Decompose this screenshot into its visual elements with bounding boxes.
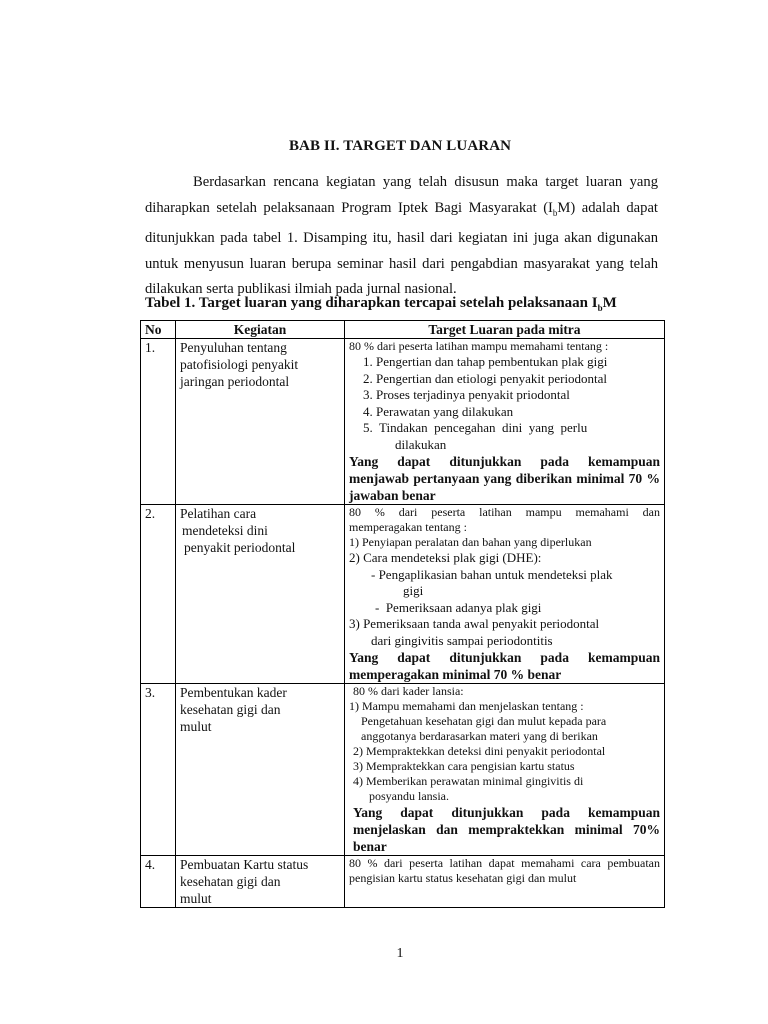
row-target [345,339,665,505]
row-kegiatan [176,339,345,505]
row-number: 4. [141,856,176,908]
target-item: dilakukan [395,436,447,452]
target-intro: 80 % dari peserta latihan mampu memahami dan memperagakan tentang : [349,505,660,534]
target-result: Yang dapat ditunjukkan pada kemampuan menjelaskan dan mempraktekkan minimal 70% benar [353,805,660,854]
table-header-row [141,321,665,339]
row-number: 1. [141,339,176,505]
target-item: dari gingivitis sampai periodontitis [371,632,553,648]
row-kegiatan [176,856,345,908]
kegiatan-line: Pelatihan cara [180,506,257,521]
target-item: 5. Tindakan pencegahan dini yang perlu [363,420,588,435]
target-item: 1) Penyiapan peralatan dan bahan yang diperlukan [349,535,592,549]
table-row [141,505,665,684]
kegiatan-line: kesehatan gigi dan [180,702,281,717]
kegiatan-line: mendeteksi dini [182,523,268,538]
row-target [345,856,665,908]
target-item: 2) Cara mendeteksi plak gigi (DHE): [349,550,542,565]
target-item: 3) Pemeriksaan tanda awal penyakit periodontal [349,616,600,631]
paragraph-text-1: Berdasarkan rencana kegiatan yang telah disusun maka target luaran yang diharapkan setelah pelaksanaan Program Iptek Bagi Masyarakat (I [145,174,658,216]
kegiatan-line: mulut [180,719,212,734]
target-item: anggotanya berdarasarkan materi yang di berikan [361,729,598,743]
intro-paragraph [145,170,658,303]
target-table [140,320,665,908]
kegiatan-line: patofisiologi penyakit [180,357,299,372]
target-item: posyandu lansia. [369,789,449,803]
kegiatan-line: penyakit periodontal [184,540,296,555]
target-item: 4) Memberikan perawatan minimal gingivitis di [353,774,584,788]
kegiatan-line: Pembuatan Kartu status [180,857,309,872]
kegiatan-line: mulut [180,891,212,906]
target-item: Pengetahuan kesehatan gigi dan mulut kepada para [361,714,607,728]
row-target [345,684,665,856]
target-intro: 80 % dari kader lansia: [353,684,464,698]
kegiatan-line: jaringan periodontal [180,374,290,389]
target-item: - Pengaplikasian bahan untuk mendeteksi plak [371,566,613,582]
target-item: gigi [403,583,424,598]
table-caption-subscript: b [597,303,603,313]
table-row [141,339,665,505]
row-number: 2. [141,505,176,684]
target-item: 2) Mempraktekkan deteksi dini penyakit periodontal [353,744,606,758]
paragraph-subscript: b [552,207,558,218]
target-result: Yang dapat ditunjukkan pada kemampuan menjawab pertanyaan yang diberikan minimal 70 % jawaban benar [349,454,660,503]
table-caption-text: Tabel 1. Target luaran yang diharapkan tercapai setelah pelaksanaan I [145,295,598,311]
header-kegiatan: Kegiatan [176,321,345,339]
paragraph-text-2: M) adalah dapat ditunjukkan pada tabel 1. Disamping itu, hasil dari kegiatan ini juga akan digunakan untuk menyusun luaran berupa seminar hasil dari pengabdian masyarakat yang telah dilakukan serta publikasi ilmiah pada jurnal nasional. [145,199,658,298]
header-target: Target Luaran pada mitra [345,321,665,339]
table-row [141,856,665,908]
row-number: 3. [141,684,176,856]
row-kegiatan [176,684,345,856]
chapter-title: BAB II. TARGET DAN LUARAN [288,138,512,154]
table-caption [145,295,705,313]
target-item: - Pemeriksaan adanya plak gigi [375,599,542,615]
row-kegiatan [176,505,345,684]
target-result: Yang dapat ditunjukkan pada kemampuan memperagakan minimal 70 % benar [349,650,660,682]
target-intro: 80 % dari peserta latihan dapat memahami cara pembuatan pengisian kartu status kesehatan gigi dan mulut [349,856,660,885]
header-no: No [141,321,176,339]
target-item: 1) Mampu memahami dan menjelaskan tentang : [349,699,584,713]
kegiatan-line: Penyuluhan tentang [180,340,287,355]
target-intro: 80 % dari peserta latihan mampu memahami tentang : [349,339,609,353]
table-row [141,684,665,856]
kegiatan-line: Pembentukan kader [180,685,287,700]
kegiatan-line: kesehatan gigi dan [180,874,281,889]
row-target [345,505,665,684]
target-item: 2. Pengertian dan etiologi penyakit periodontal [363,370,608,386]
target-item: 3) Mempraktekkan cara pengisian kartu status [353,759,575,773]
target-item: 3. Proses terjadinya penyakit priodontal [363,387,570,402]
target-item: 4. Perawatan yang dilakukan [363,403,514,419]
page-number: 1 [396,946,404,961]
table-caption-tail: M [602,295,617,311]
target-item: 1. Pengertian dan tahap pembentukan plak gigi [363,354,608,369]
